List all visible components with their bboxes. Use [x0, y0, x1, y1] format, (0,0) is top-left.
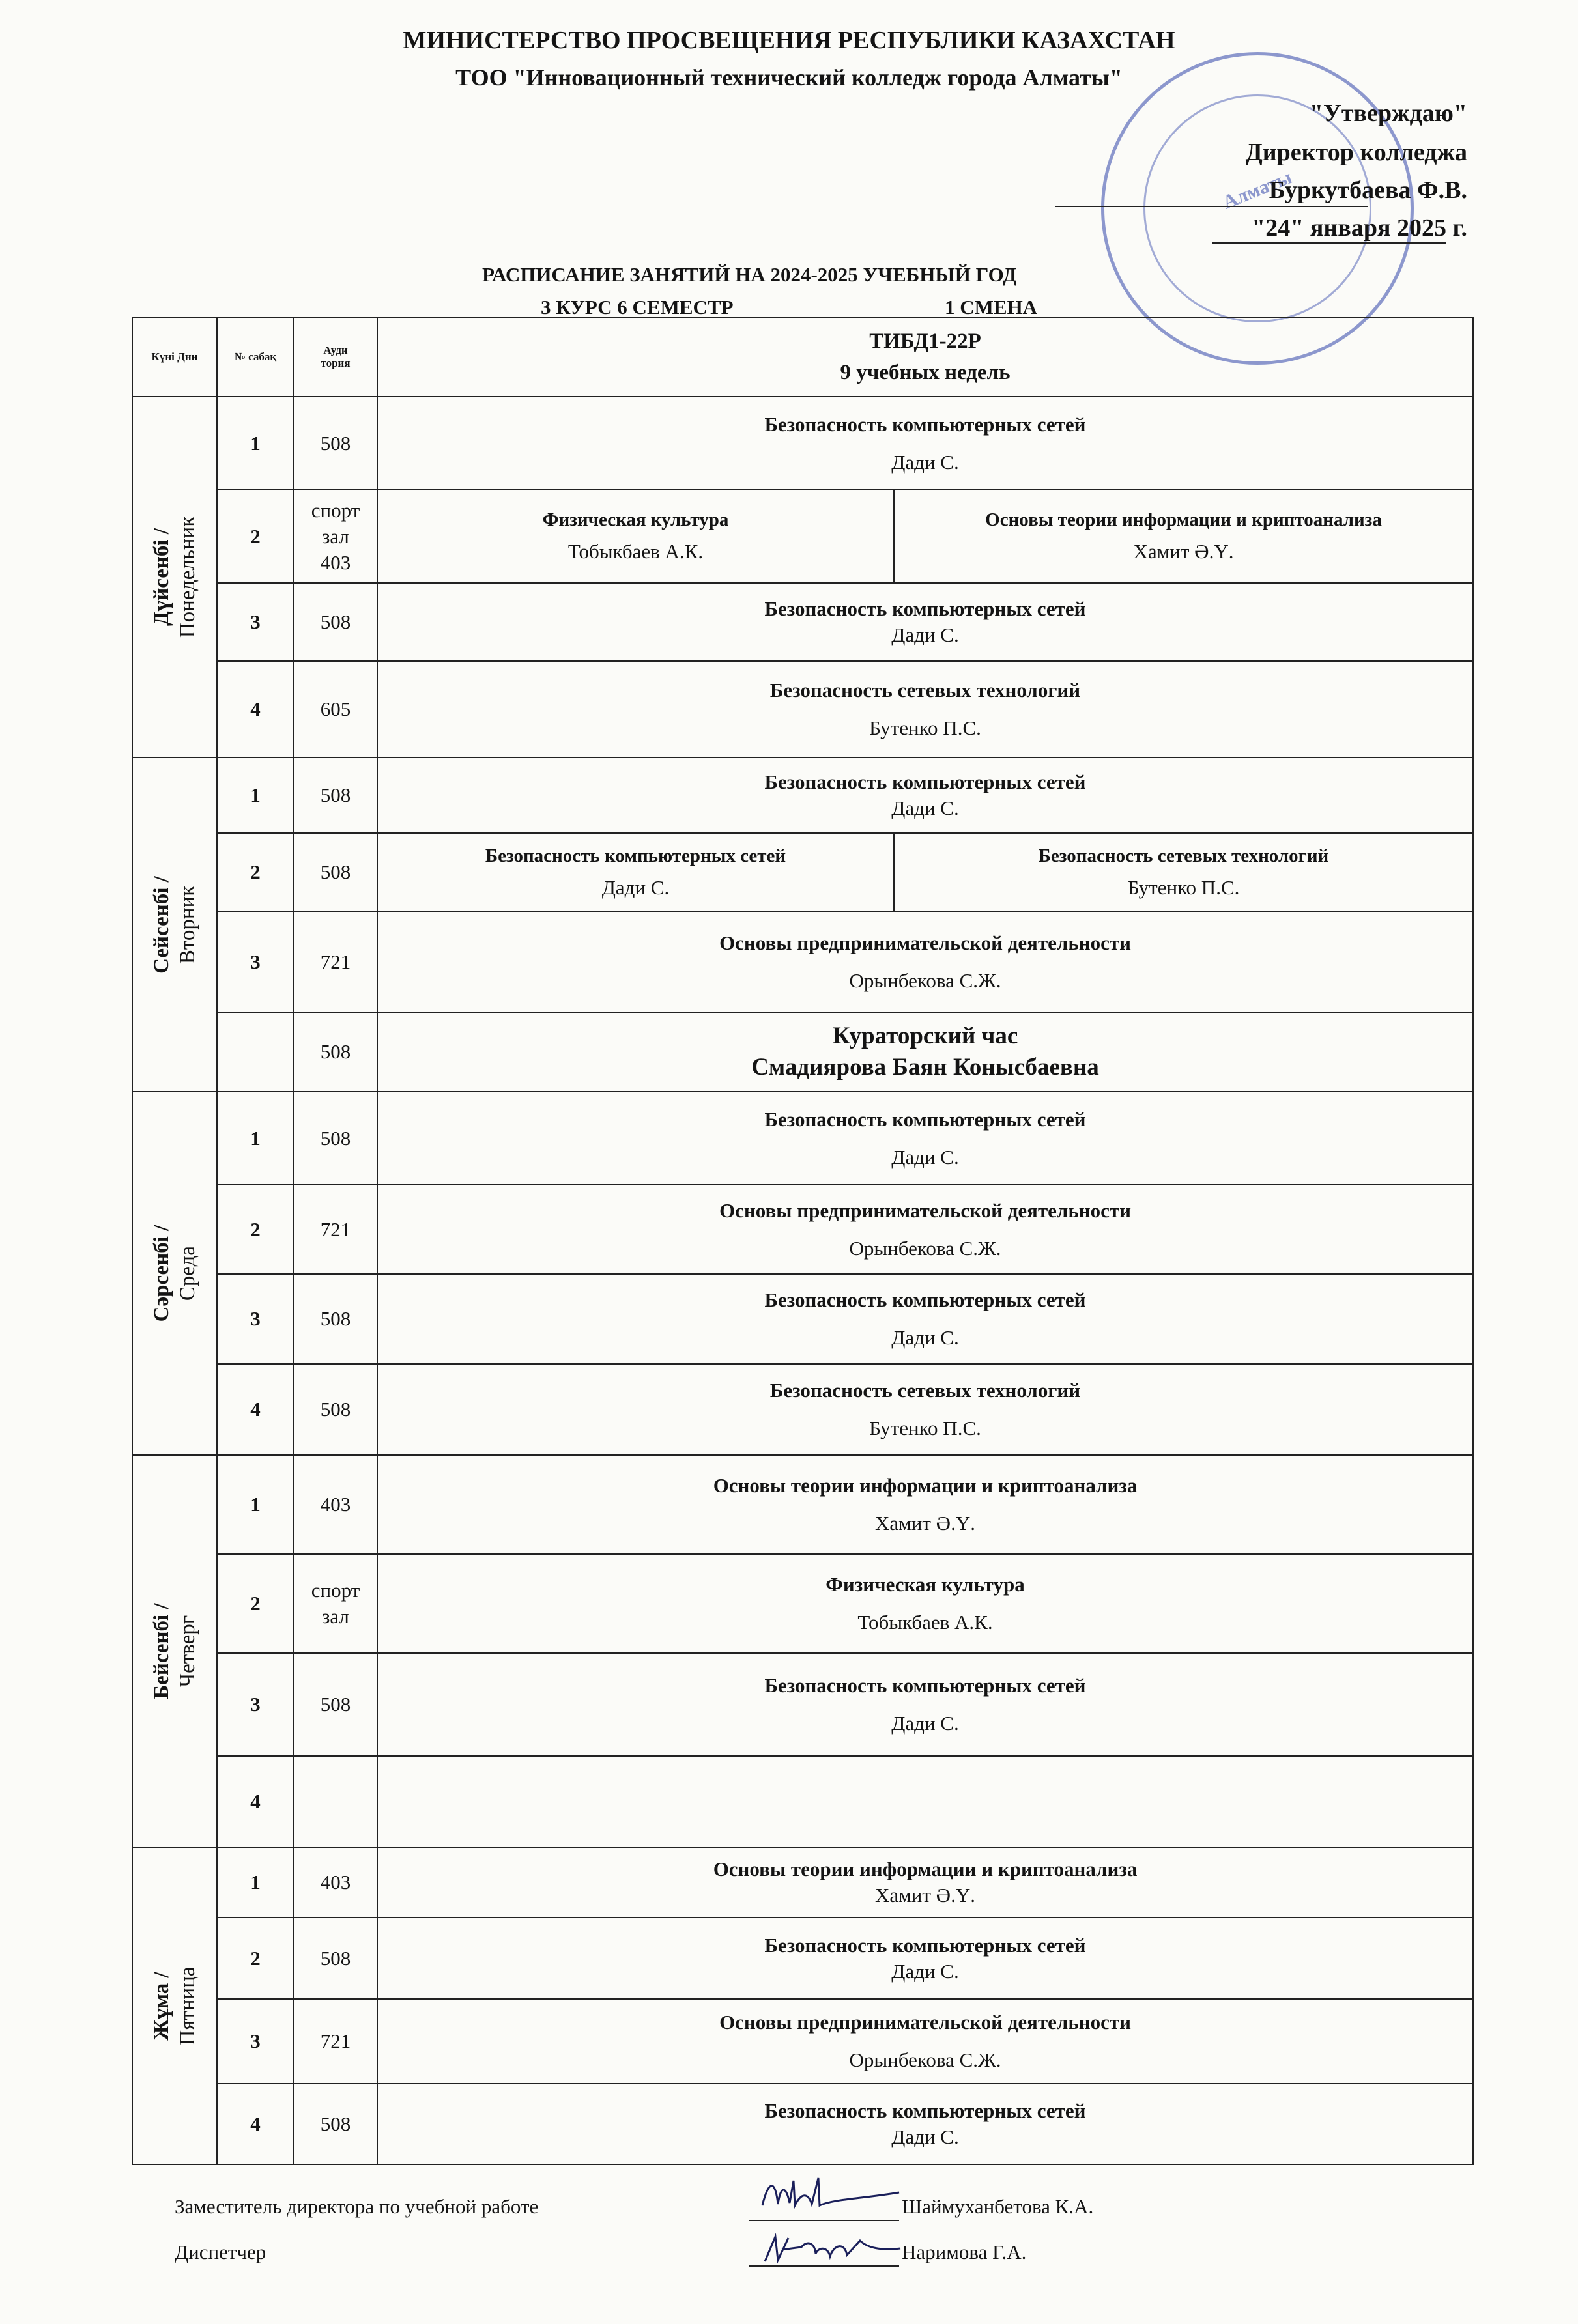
lesson-number: 3 — [217, 1274, 294, 1364]
lesson-number: 4 — [217, 1756, 294, 1847]
lesson-number: 1 — [217, 758, 294, 833]
room: 508 — [294, 1918, 377, 1999]
day-thursday — [132, 1455, 217, 1847]
teacher: Дади С. — [891, 1145, 959, 1169]
day-kz: Сәрсенбі / — [150, 1225, 173, 1322]
room — [294, 490, 377, 583]
teacher: Тобыкбаев А.К. — [857, 1611, 993, 1634]
day-ru: Вторник — [176, 885, 199, 964]
room-line: спорт — [311, 498, 360, 522]
room-line: зал — [322, 524, 349, 548]
approval-date: "24" января 2025 г. — [1252, 214, 1467, 242]
table-row — [132, 1999, 1473, 2084]
lesson-cell — [377, 911, 1473, 1012]
day-friday — [132, 1847, 217, 2164]
teacher: Дади С. — [891, 450, 959, 474]
lesson-cell-left — [377, 833, 894, 911]
room: 508 — [294, 583, 377, 661]
lesson-number: 3 — [217, 583, 294, 661]
subject: Безопасность компьютерных сетей — [764, 1107, 1086, 1131]
day-kz: Жұма / — [150, 1971, 173, 2041]
room: 508 — [294, 758, 377, 833]
subject: Безопасность компьютерных сетей — [764, 597, 1086, 620]
lesson-number: 1 — [217, 1847, 294, 1918]
day-kz: Бейсенбі / — [150, 1603, 173, 1699]
deputy-signature-icon — [756, 2173, 906, 2218]
schedule-course: 3 КУРС 6 СЕМЕСТР — [541, 296, 734, 319]
room: 508 — [294, 1012, 377, 1092]
table-row — [132, 490, 1473, 583]
lesson-cell-right — [894, 490, 1473, 583]
lesson-number: 2 — [217, 1918, 294, 1999]
subject: Безопасность компьютерных сетей — [764, 771, 1086, 793]
room — [294, 1554, 377, 1653]
room: 508 — [294, 1653, 377, 1756]
day-ru: Понедельник — [176, 516, 199, 638]
room: 721 — [294, 911, 377, 1012]
lesson-number: 3 — [217, 1653, 294, 1756]
table-row — [132, 1012, 1473, 1092]
deputy-director-name: Шаймуханбетова К.А. — [902, 2195, 1094, 2218]
lesson-number: 2 — [217, 490, 294, 583]
approval-name: Буркутбаева Ф.В. — [1269, 177, 1467, 204]
lesson-cell — [377, 758, 1473, 833]
day-ru: Четверг — [176, 1615, 199, 1688]
subject: Безопасность компьютерных сетей — [764, 2099, 1086, 2122]
room: 508 — [294, 1364, 377, 1455]
lesson-cell — [377, 1653, 1473, 1756]
room: 508 — [294, 397, 377, 490]
room: 605 — [294, 661, 377, 758]
table-row — [132, 911, 1473, 1012]
lesson-cell — [377, 583, 1473, 661]
day-ru: Пятница — [176, 1966, 199, 2046]
table-row — [132, 397, 1473, 490]
room-line: спорт — [311, 1579, 360, 1602]
lesson-number: 2 — [217, 1554, 294, 1653]
col-day-header: Күні Дни — [132, 317, 217, 397]
teacher: Дади С. — [891, 623, 959, 646]
table-row — [132, 758, 1473, 833]
lesson-cell — [377, 1185, 1473, 1274]
subject: Основы предпринимательской деятельности — [719, 1198, 1131, 1222]
table-row — [132, 1847, 1473, 1918]
approval-role: Директор колледжа — [1245, 139, 1467, 166]
subject: Основы предпринимательской деятельности — [719, 931, 1131, 954]
teacher: Дади С. — [601, 875, 670, 899]
curator-hour-cell — [377, 1012, 1473, 1092]
lesson-cell — [377, 1999, 1473, 2084]
table-row — [132, 1653, 1473, 1756]
approval-date-underline — [1212, 242, 1446, 244]
lesson-cell — [377, 1364, 1473, 1455]
teacher: Бутенко П.С. — [1127, 875, 1240, 899]
subject: Кураторский час — [832, 1023, 1018, 1049]
lesson-number: 1 — [217, 1092, 294, 1185]
deputy-director-label: Заместитель директора по учебной работе — [175, 2195, 539, 2218]
table-row — [132, 1185, 1473, 1274]
teacher: Бутенко П.С. — [869, 716, 981, 739]
col-lesson-header: № сабақ — [217, 317, 294, 397]
subject: Безопасность компьютерных сетей — [764, 1674, 1086, 1697]
table-row — [132, 1918, 1473, 1999]
lesson-cell — [377, 2084, 1473, 2164]
lesson-number: 4 — [217, 2084, 294, 2164]
dispatcher-label: Диспетчер — [175, 2241, 266, 2263]
lesson-number: 3 — [217, 911, 294, 1012]
subject: Безопасность сетевых технологий — [1038, 845, 1329, 866]
dispatcher-name: Наримова Г.А. — [902, 2241, 1027, 2263]
room: 508 — [294, 2084, 377, 2164]
teacher: Орынбекова С.Ж. — [849, 2048, 1001, 2071]
day-kz: Сейсенбі / — [150, 875, 173, 974]
day-kz: Дүйсенбі / — [150, 528, 173, 627]
lesson-number: 4 — [217, 661, 294, 758]
room: 403 — [294, 1847, 377, 1918]
room-line: 403 — [320, 550, 351, 574]
room: 508 — [294, 1092, 377, 1185]
day-tuesday — [132, 758, 217, 1092]
approval-signature-line — [1055, 206, 1368, 207]
teacher: Дади С. — [891, 1712, 959, 1735]
col-room-header-l2: тория — [321, 357, 351, 369]
subject: Безопасность сетевых технологий — [769, 1379, 1081, 1402]
teacher: Орынбекова С.Ж. — [849, 1236, 1001, 1260]
subject: Безопасность компьютерных сетей — [764, 412, 1086, 436]
teacher: Хамит Ә.Ү. — [875, 1884, 975, 1906]
schedule-title: РАСПИСАНИЕ ЗАНЯТИЙ НА 2024-2025 УЧЕБНЫЙ ГОД — [482, 263, 1017, 286]
teacher: Дади С. — [891, 2125, 959, 2148]
table-header-row — [132, 317, 1473, 397]
lesson-number: 2 — [217, 1185, 294, 1274]
teacher: Хамит Ә.Ү. — [1133, 540, 1234, 563]
lesson-number: 1 — [217, 1455, 294, 1554]
col-room-header — [294, 317, 377, 397]
day-ru: Среда — [176, 1245, 199, 1301]
group-name: ТИБД1-22Р — [869, 330, 981, 353]
teacher: Орынбекова С.Ж. — [849, 969, 1001, 992]
lesson-cell-left — [377, 490, 894, 583]
college-title: ТОО "Инновационный технический колледж города Алматы" — [455, 64, 1123, 91]
subject: Основы теории информации и криптоанализа — [713, 1474, 1138, 1497]
teacher: Дади С. — [891, 1326, 959, 1349]
stamp-text: Алматы — [1220, 166, 1295, 214]
lesson-cell — [377, 397, 1473, 490]
table-row — [132, 1364, 1473, 1455]
day-wednesday — [132, 1092, 217, 1455]
subject: Безопасность компьютерных сетей — [764, 1288, 1086, 1311]
teacher: Тобыкбаев А.К. — [567, 540, 704, 563]
subject: Безопасность компьютерных сетей — [485, 845, 786, 866]
subject: Основы предпринимательской деятельности — [719, 2011, 1131, 2034]
subject: Физическая культура — [542, 509, 729, 530]
dispatcher-signature-line — [749, 2265, 899, 2267]
table-row — [132, 1274, 1473, 1364]
lesson-number: 3 — [217, 1999, 294, 2084]
approval-title: "Утверждаю" — [1309, 100, 1467, 127]
teacher: Смадиярова Баян Конысбаевна — [751, 1054, 1099, 1081]
table-row — [132, 583, 1473, 661]
lesson-cell — [377, 661, 1473, 758]
subject: Безопасность компьютерных сетей — [764, 1933, 1086, 1957]
day-monday — [132, 397, 217, 758]
teacher: Хамит Ә.Ү. — [875, 1512, 975, 1535]
col-room-header-l1: Ауди — [323, 344, 348, 356]
room — [294, 1756, 377, 1847]
lesson-cell — [377, 1918, 1473, 1999]
table-row — [132, 661, 1473, 758]
table-row — [132, 1554, 1473, 1653]
subject: Основы теории информации и криптоанализа — [985, 509, 1382, 530]
room-line: зал — [322, 1605, 349, 1628]
teacher: Бутенко П.С. — [869, 1417, 981, 1439]
room: 508 — [294, 833, 377, 911]
lesson-number: 1 — [217, 397, 294, 490]
subject: Физическая культура — [825, 1573, 1025, 1596]
lesson-number — [217, 1012, 294, 1092]
table-row — [132, 1756, 1473, 1847]
subject: Основы теории информации и криптоанализа — [713, 1858, 1138, 1880]
lesson-cell — [377, 1455, 1473, 1554]
deputy-signature-line — [749, 2220, 899, 2221]
lesson-cell — [377, 1274, 1473, 1364]
schedule-shift: 1 СМЕНА — [945, 296, 1038, 319]
lesson-cell-right — [894, 833, 1473, 911]
subject: Безопасность сетевых технологий — [769, 679, 1081, 701]
group-header — [377, 317, 1473, 397]
room: 721 — [294, 1185, 377, 1274]
room: 721 — [294, 1999, 377, 2084]
table-row — [132, 2084, 1473, 2164]
lesson-cell — [377, 1092, 1473, 1185]
lesson-cell-empty — [377, 1756, 1473, 1847]
table-row — [132, 1092, 1473, 1185]
teacher: Дади С. — [891, 1959, 959, 1983]
stamp-inner-ring — [1143, 94, 1371, 322]
room: 508 — [294, 1274, 377, 1364]
group-weeks: 9 учебных недель — [840, 361, 1011, 384]
ministry-title: МИНИСТЕРСТВО ПРОСВЕЩЕНИЯ РЕСПУБЛИКИ КАЗАХСТАН — [403, 27, 1175, 54]
lesson-number: 2 — [217, 833, 294, 911]
room: 403 — [294, 1455, 377, 1554]
lesson-number: 4 — [217, 1364, 294, 1455]
lesson-cell — [377, 1554, 1473, 1653]
schedule-table — [132, 317, 1474, 2165]
table-row — [132, 833, 1473, 911]
lesson-cell — [377, 1847, 1473, 1918]
teacher: Дади С. — [891, 797, 959, 819]
table-row — [132, 1455, 1473, 1554]
